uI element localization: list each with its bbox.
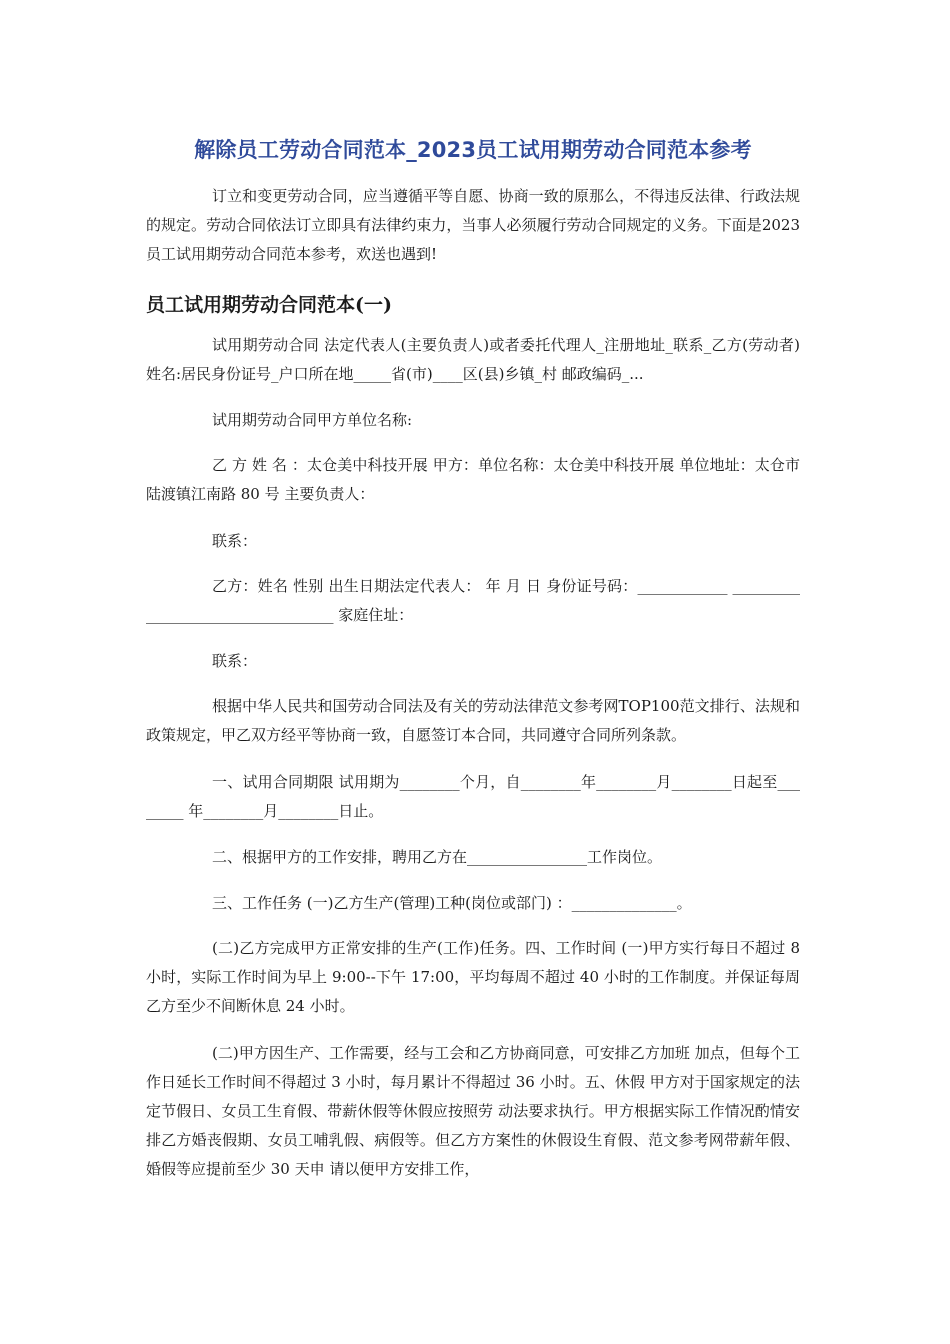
- intro-paragraph: 订立和变更劳动合同，应当遵循平等自愿、协商一致的原那么，不得违反法律、行政法规的规定。劳动合同依法订立即具有法律约束力，当事人必须履行劳动合同规定的义务。下面是2023员工试用期劳动合同范本参考，欢送也遇到!: [146, 187, 800, 263]
- paragraph: 根据中华人民共和国劳动合同法及有关的劳动法律范文参考网TOP100范文排行、法规和政策规定，甲乙双方经平等协商一致，自愿签订本合同，共同遵守合同所列条款。: [146, 697, 800, 744]
- document-title: 解除员工劳动合同范本_2023员工试用期劳动合同范本参考: [194, 138, 752, 162]
- paragraph: 乙 方 姓 名 ：太仓美中科技开展 甲方：单位名称：太仓美中科技开展 单位地址：太仓市陆渡镇江南路 80 号 主要负责人：: [146, 456, 800, 503]
- paragraph: (二)甲方因生产、工作需要，经与工会和乙方协商同意，可安排乙方加班 加点，但每个工作日延长工作时间不得超过 3 小时，每月累计不得超过 36 小时。五、休假 甲方对于国家规定的法定节假日、女员工生育假、带薪休假等休假应按照劳 动法要求执行。甲方根据实际工作情况酌情安排乙方婚丧假期、女员工哺乳假、病假等。但乙方方案性的休假设生育假、范文参考网带薪年假、婚假等应提前至少 30 天申 请以便甲方安排工作，: [146, 1044, 800, 1178]
- paragraph: 二、根据甲方的工作安排，聘用乙方在________________工作岗位。: [212, 848, 663, 866]
- paragraph: 一、试用合同期限 试用期为________个月，自________年________月________日起至________ 年________月________日止。: [146, 773, 800, 820]
- section-heading: 员工试用期劳动合同范本(一): [146, 294, 392, 316]
- paragraph: 乙方：姓名 性别 出生日期法定代表人： 年 月 日 身份证号码：____________ __________________________________ 家庭住址：: [146, 577, 800, 624]
- paragraph: 试用期劳动合同甲方单位名称:: [212, 411, 413, 429]
- paragraph: 联系：: [212, 532, 258, 550]
- paragraph: (二)乙方完成甲方正常安排的生产(工作)任务。四、工作时间 (一)甲方实行每日不超过 8 小时，实际工作时间为早上 9:00--下午 17:00，平均每周不超过 40 小时的工作制度。并保证每周乙方至少不间断休息 24 小时。: [146, 939, 800, 1015]
- paragraph: 试用期劳动合同 法定代表人(主要负责人)或者委托代理人_注册地址_联系_乙方(劳动者)姓名:居民身份证号_户口所在地_____省(市)____区(县)乡镇_村 邮政编码_...: [146, 336, 800, 383]
- paragraph: 联系：: [212, 652, 258, 670]
- paragraph: 三、工作任务 (一)乙方生产(管理)工种(岗位或部门) ：______________。: [212, 894, 692, 912]
